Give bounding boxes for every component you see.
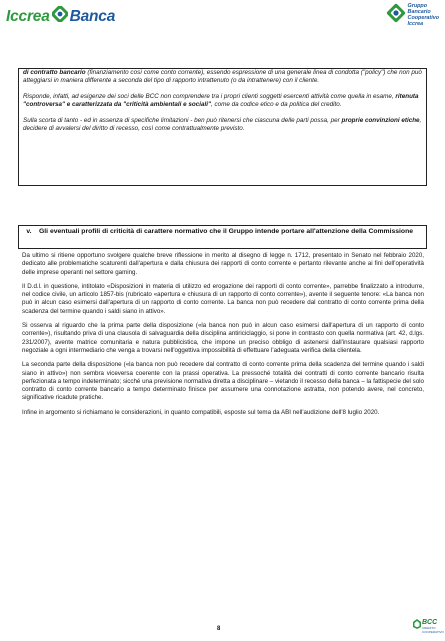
box-p3-b: , decidere di avvalersi del diritto di recesso, così come contrattualmente previsto. <box>23 116 422 133</box>
body-paragraph-3: Si osserva al riguardo che la prima parte della disposizione («la banca non può in alcun caso esimersi dall'apertura di un rapporto di conto corrente»), risultando priva di una clausola di salvaguardia della disciplina antiriciclaggio, si pone in contrasto con quella normativa (art. 42, d.lgs. 231/2007), avente matrice comunitaria e natura pubblicistica, che impone un preciso obbligo di astenersi dall'instaurare qualsiasi rapporto negoziale a ogni intermediario che venga a trovarsi nell'oggettiva impossibilità di effettuare l'adeguata verifica della clientela. <box>22 322 424 354</box>
page-header <box>0 0 445 36</box>
section-title: Gli eventuali profili di criticità di carattere normativo che il Gruppo intende portare all'attenzione della Commissione <box>39 228 414 235</box>
body-paragraph-1: Da ultimo si ritiene opportuno svolgere qualche breve riflessione in merito al disegno di legge n. 1712, presentato in Senato nel febbraio 2020, dedicato alle problematiche scaturenti dall'apertura e dalla chiusura dei rapporti di conto corrente e pertanto rilevante anche ai fini dell'operatività delle imprese operanti nel settore gaming. <box>22 252 424 276</box>
logo-word-banca: Banca <box>69 7 116 25</box>
bcc-mark-icon <box>412 617 422 635</box>
gruppo-line-3: Cooperativo <box>407 14 439 21</box>
gruppo-text <box>408 4 439 28</box>
iccrea-banca-logo <box>6 6 115 27</box>
box-paragraph-2 <box>23 93 422 110</box>
iccrea-mark-icon <box>52 6 68 27</box>
gruppo-line-4: Iccrea <box>407 20 424 27</box>
body-paragraph-5: Infine in argomento si richiamano le considerazioni, in quanto compatibili, esposte sul tema da ABI nell'audizione dell'8 luglio 2020. <box>22 408 380 416</box>
section-body <box>22 252 424 423</box>
box-paragraph-1 <box>23 69 422 86</box>
section-number: v. <box>26 228 32 235</box>
bcc-footer-logo <box>412 617 445 635</box>
box-paragraph-3 <box>23 117 422 134</box>
gruppo-line-2: Bancario <box>407 8 431 15</box>
box-p2-b: , come da codice etico e da politica del credito. <box>210 101 342 109</box>
section-heading <box>18 225 427 249</box>
body-paragraph-4: La seconda parte della disposizione («la banca non può recedere dal contratto di conto corrente prima della scadenza del termine quando i saldi siano in attivo») non sembra viceversa coerente con la prassi operativa. La pressoché totalità dei contratti di conto corrente bancario risulta perfezionata a tempo indeterminato; sicché una previsione normativa diretta a disciplinare – vietando il recesso della banca – la fattispecie del solo contratto di conto corrente bancario a tempo determinato finisce per assumere una connotazione astratta, non potendo avere, nel concreto, significative ricadute pratiche. <box>22 361 424 402</box>
box-p3-a: Sulla scorta di tanto - ed in assenza di specifiche limitazioni - ben può ritenersi che ciascuna delle parti possa, per <box>23 116 342 124</box>
logo-word-iccrea: Iccrea <box>6 7 50 25</box>
gruppo-mark-icon <box>386 3 406 28</box>
gruppo-bancario-logo <box>386 3 439 28</box>
box-p2-bold: ritenuta "controversa" e caratterizzata da "criticità ambientali e sociali" <box>23 92 419 109</box>
gruppo-line-1: Gruppo <box>407 3 428 9</box>
bcc-logo-text: BCC <box>422 618 438 626</box>
box-p3-bold: proprie convinzioni etiche <box>341 116 420 124</box>
page-number: 8 <box>217 626 221 632</box>
box-p1-bold: di contratto bancario <box>23 69 86 76</box>
bcc-logo-subtext: CREDITO COOPERATIVO <box>422 625 444 634</box>
box-p2-a: Risponde, infatti, ad esigenze dei soci delle BCC non comprendere tra i propri clienti soggetti esercenti attività come quella in esame, <box>23 92 396 100</box>
continued-text-box <box>18 68 427 186</box>
body-paragraph-2: Il D.d.l. in questione, intitolato «Disposizioni in materia di utilizzo ed erogazione dei rapporti di conto corrente», parrebbe finalizzato a introdurre, nel codice civile, un articolo 1857-bis (rubricato «apertura e chiusura di un rapporto di conto corrente»), avente il seguente tenore: «La banca non può in alcun caso esimersi dall'apertura di un rapporto di conto corrente. La banca non può recedere dal contratto di conto corrente prima della scadenza del termine quando i saldi siano in attivo». <box>22 282 424 315</box>
box-p1-rest: (finanziamento così come conto corrente), essendo espressione di una generale linea di condotta ("policy") che non può atteggiarsi in maniera differente a seconda del tipo di rapporto intrattenuto (o da intrattenere) con il cliente. <box>23 69 422 85</box>
